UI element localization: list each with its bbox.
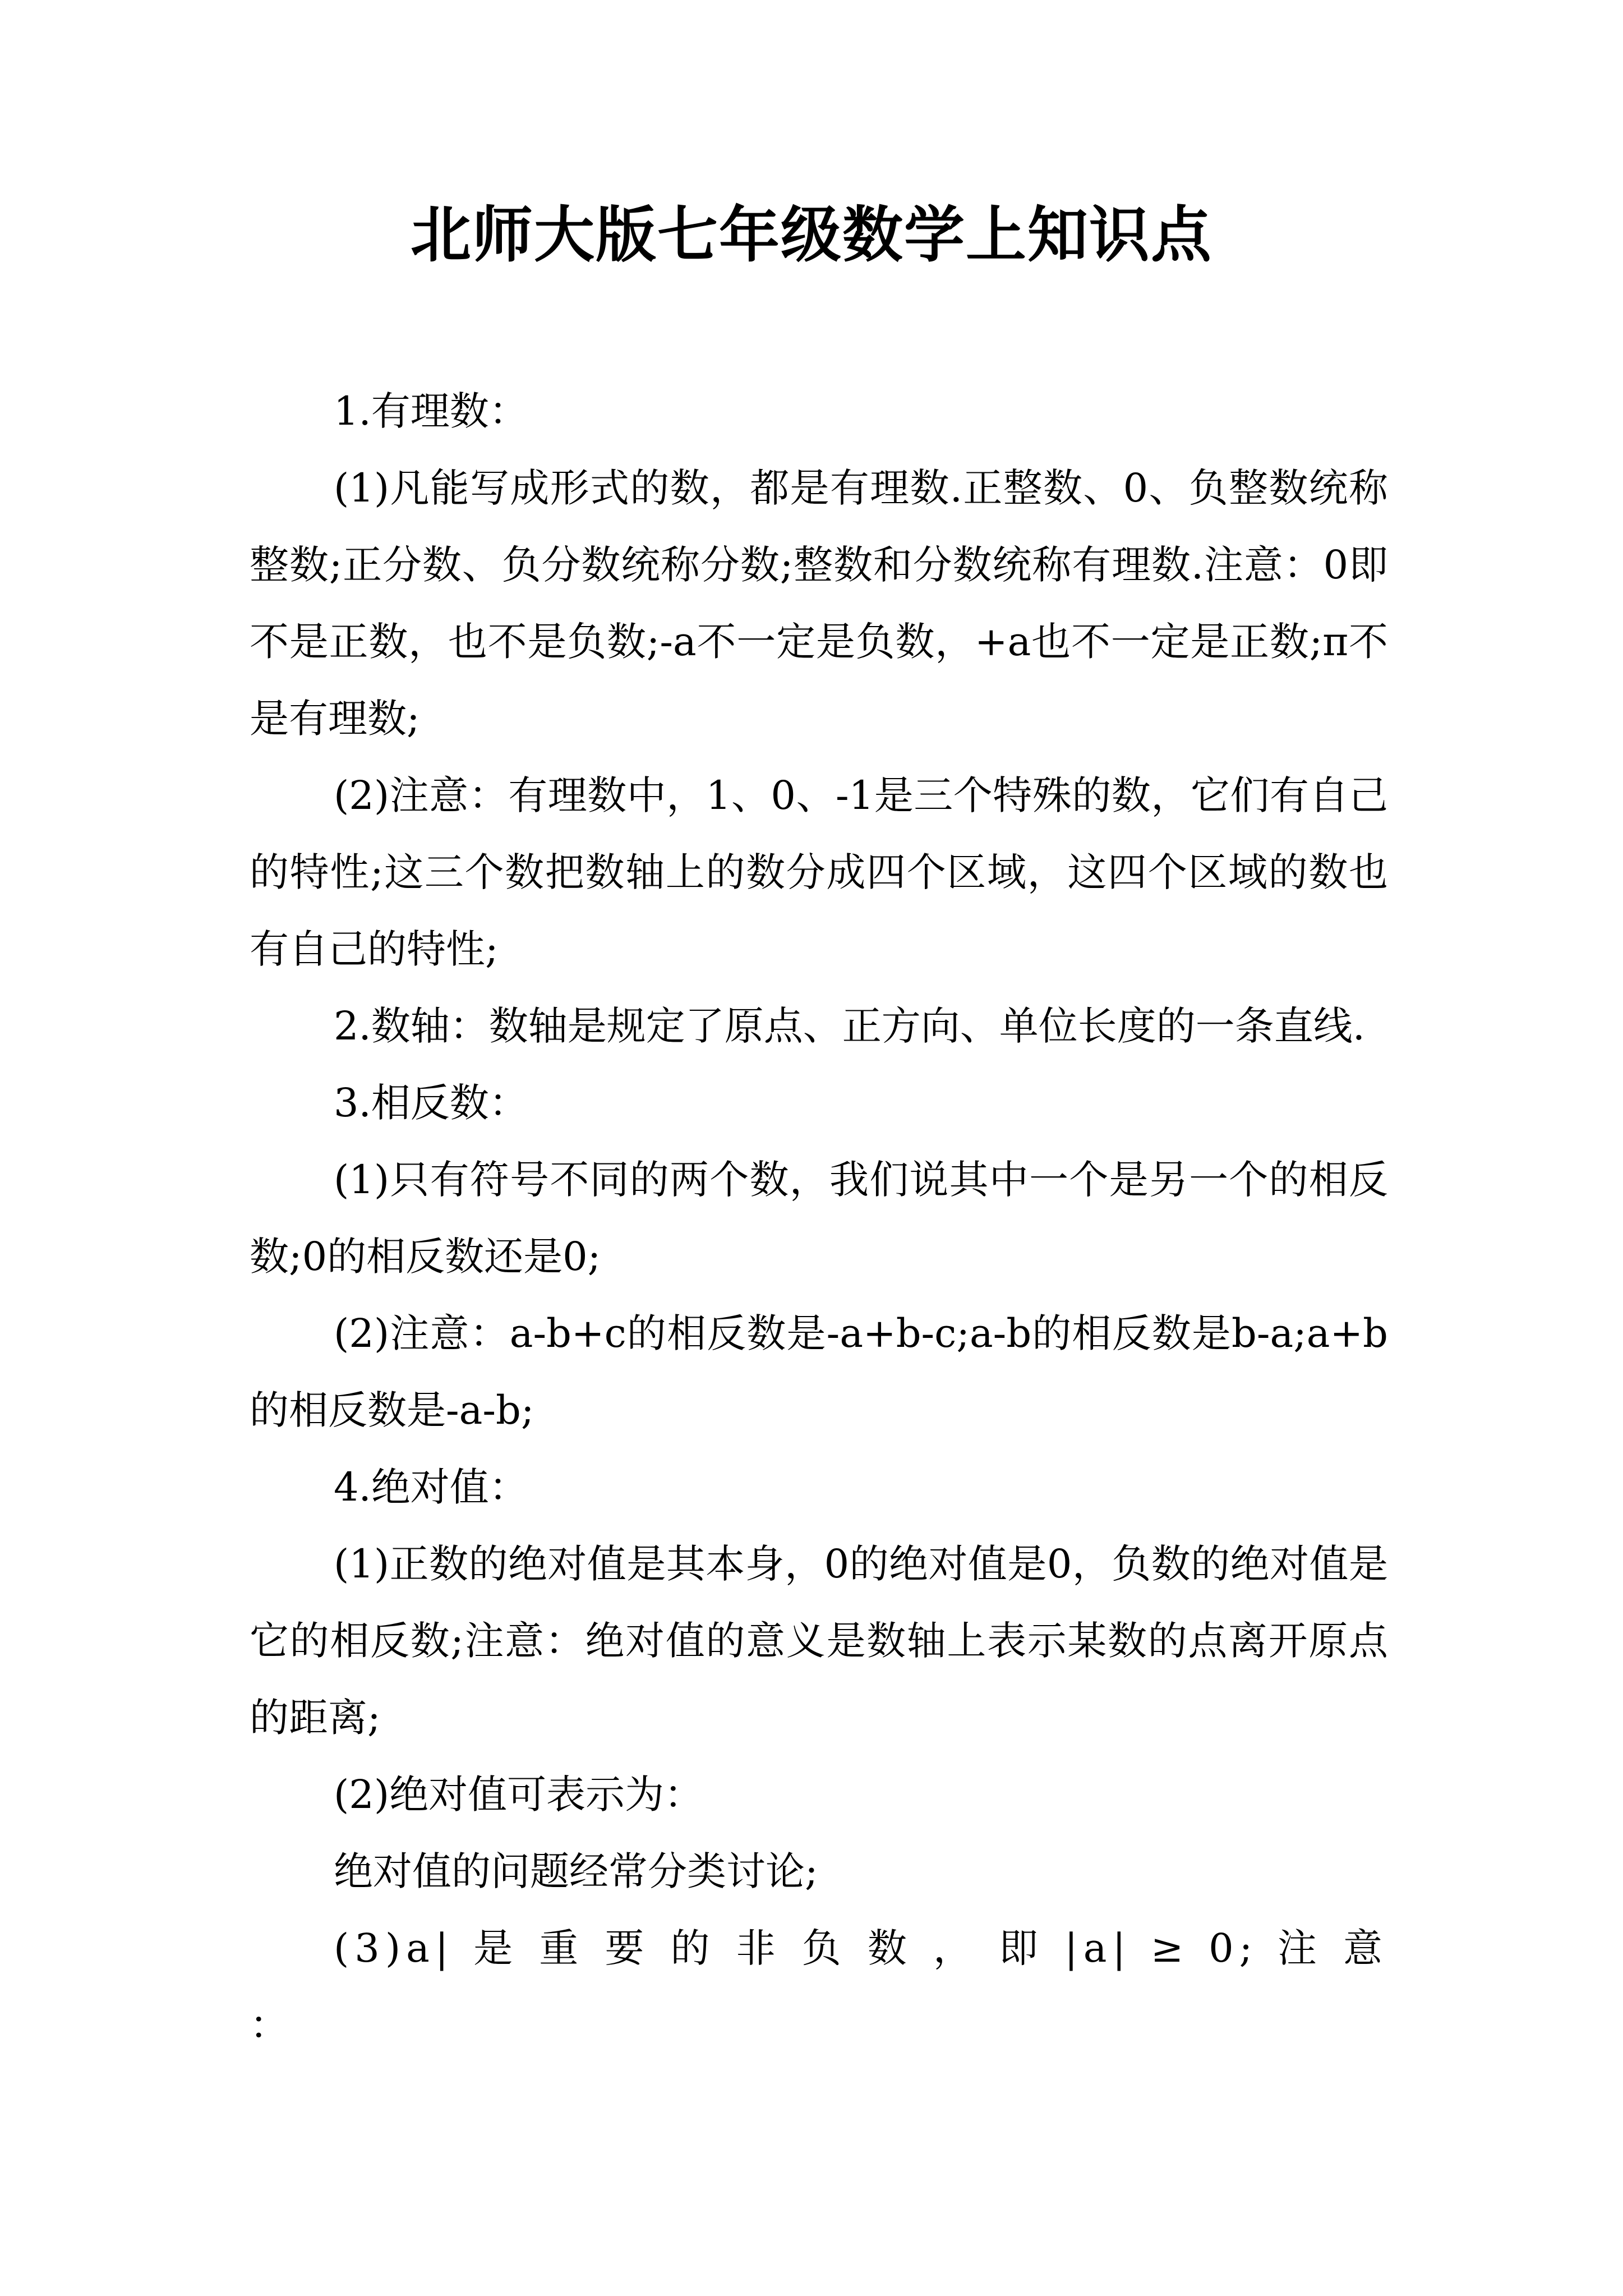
paragraph-opposite-examples: (2)注意：a-b+c的相反数是-a+b-c;a-b的相反数是b-a;a+b的相反数是-a-b;: [250, 1310, 1388, 1433]
document-title: 北师大版七年级数学上知识点: [410, 200, 1212, 270]
paragraph-opposite-definition: (1)只有符号不同的两个数，我们说其中一个是另一个的相反数;0的相反数还是0;: [250, 1157, 1388, 1280]
paragraph-special-numbers: (2)注意：有理数中，1、0、-1是三个特殊的数，它们有自己的特性;这三个数把数轴上的数分成四个区域，这四个区域的数也有自己的特性;: [250, 772, 1388, 972]
paragraph-rational-definition: (1)凡能写成形式的数，都是有理数.正整数、0、负整数统称整数;正分数、负分数统称分数;整数和分数统称有理数.注意：0即不是正数，也不是负数;-a不一定是负数，+a也不一定是正数;π不是有理数;: [250, 465, 1388, 742]
paragraph-number-line: 2.数轴：数轴是规定了原点、正方向、单位长度的一条直线.: [334, 1003, 1366, 1049]
paragraph-absolute-discussion: 绝对值的问题经常分类讨论;: [334, 1848, 818, 1894]
paragraph-absolute-definition: (1)正数的绝对值是其本身，0的绝对值是0，负数的绝对值是它的相反数;注意：绝对值的意义是数轴上表示某数的点离开原点的距离;: [250, 1541, 1388, 1741]
heading-opposite-numbers: 3.相反数：: [334, 1080, 528, 1126]
heading-absolute-value: 4.绝对值：: [334, 1464, 528, 1510]
heading-rational-numbers: 1.有理数：: [334, 388, 528, 434]
document-body: [250, 373, 1388, 2064]
paragraph-absolute-nonnegative: (3)a| 是 重 要 的 非 负 数 ， 即 |a| ≥ 0; 注 意 ：: [250, 1925, 1388, 2048]
paragraph-absolute-expression: (2)绝对值可表示为：: [334, 1772, 704, 1818]
